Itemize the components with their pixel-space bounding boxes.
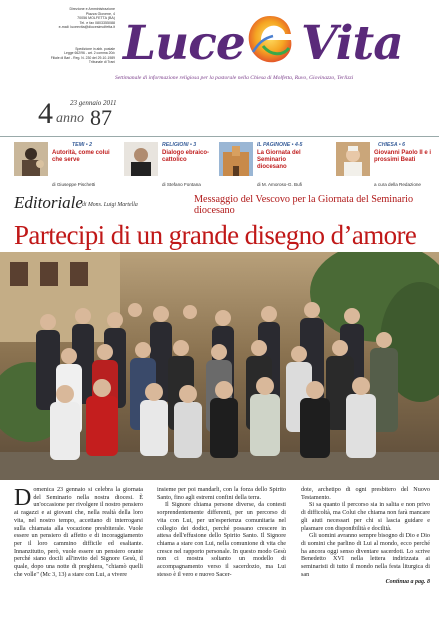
article-paragraph (14, 487, 143, 579)
article-paragraph: Gli uomini avranno sempre bisogno di Dio e Dio di uomini che parlino di Lui al mondo, ecco perché ha ancora oggi senso diventare sacerdoti. Lo scrive Benedetto XVI nella lettera indirizzata ai seminaristi di tutto il mondo nella festa liturgica di san (301, 533, 430, 578)
address-line: Tel. e fax 0803355088 (79, 20, 115, 25)
article-column-1 (14, 487, 143, 579)
group-photo-image (0, 252, 439, 480)
teaser-byline: di Giuseppe Pischetti (52, 182, 96, 187)
teaser-title: Dialogo ebraico-cattolico (162, 150, 210, 163)
article-paragraph: insieme per poi mandarli, con la forza dello Spirito Santo, fino agli estremi confini della terra. (157, 487, 286, 501)
teaser-strip (14, 142, 434, 190)
logo-luce: Luce (123, 16, 245, 71)
tagline: Settimanale di informazione religiosa per la pastorale nella Chiesa di Molfetta, Ruvo, Giovinazzo, Terlizzi (115, 75, 354, 81)
teaser-thumbnail (219, 142, 253, 176)
article-body (14, 487, 434, 637)
main-headline: Partecipi di un grande disegno d’amore (14, 220, 417, 250)
teaser-section: IL PAGINONE • 4-5 (257, 142, 303, 148)
logo-vita: Vita (301, 16, 403, 71)
issue-year-number: 87 (90, 105, 112, 130)
article-paragraph: Il Signore chiama persone diverse, da contesti sorprendentemente differenti, per un percorso di vita con Lui, per un'esperienza comunitaria nel collegio dei dodici, perché possano crescere in attesa dell'effusione dello Spirito Santo. Il Signore chiama a stare con Lui, nella comunione di vita che cresce nel rapporto personale. In questo modo Gesù non ci mostra soltanto un modello di accompagnamento verso il sacerdozio, ma Lui stesso è il vero e nuovo Sacer- (157, 502, 286, 578)
article-column-2 (157, 487, 286, 579)
divider (0, 136, 439, 137)
teaser-thumbnail (14, 142, 48, 176)
postal-block (45, 47, 115, 65)
continued-link[interactable]: Continua a pag. 8 (385, 579, 430, 586)
address-line: Direzione e Amministrazione (69, 7, 115, 11)
logo[interactable] (115, 12, 420, 72)
issue-number: 4 (38, 97, 53, 130)
article-text: omenica 23 gennaio si celebra la giornata del Seminario nella nostra diocesi. È un'occasione per rivolgere il nostro pensiero ai ragazzi e ai giovani che, nella realtà della loro vita, nel nostro tempo, accettano di interrogarsi sulla chiamata alla vocazione presbiterale. Vuole essere un pensiero di affetto e di incoraggiamento per il loro cammino difficile ed esaltante. Innanzitutto, però, vuole essere un pensiero orante perché siano docili all'invito del Signore Gesù, il quale, dopo una notte di preghiera, "chiamò quelli che volle" (Mc 3, 13) a stare con Lui, a vivere (14, 487, 143, 578)
teaser-religioni[interactable] (124, 142, 222, 188)
teaser-section: RELIGIONI • 3 (162, 142, 197, 148)
teaser-paginone[interactable] (219, 142, 324, 188)
group-photo (0, 252, 439, 480)
postal-line: Spedizione in abb. postale (75, 47, 115, 51)
article-paragraph: Si sa quanto il percorso sia in salita e non privo di difficoltà, ma Colui che chiama non farà mancare gli aiuti necessari per chi si lascia guidare e plasmare con disponibilità e docilità. (301, 502, 430, 532)
article-column-3 (301, 487, 430, 587)
editorial-label: Editoriale (14, 193, 83, 212)
teaser-byline: di Stefano Fontana (162, 182, 201, 187)
address-line: 70056 MOLFETTA (BA) (77, 16, 115, 21)
postal-line: Tribunale di Trani (88, 60, 115, 65)
teaser-byline: di M. Amoroso-G. Bufi (257, 182, 302, 187)
teaser-temi[interactable] (14, 142, 114, 188)
article-paragraph: dote, archetipo di ogni presbitero del Nuovo Testamento. (301, 487, 430, 501)
teaser-title: Giovanni Paolo II e i prossimi Beati (374, 150, 432, 163)
teaser-title: Autorità, come colui che serve (52, 150, 110, 163)
teaser-section: TEMI • 2 (72, 142, 92, 148)
address-line: Piazza Giovene, 4 (85, 11, 115, 16)
postal-line: Legge 662/96 - art. 2 comma 20/c (64, 51, 115, 56)
teaser-section: CHIESA • 6 (378, 142, 405, 148)
logo-e-icon (243, 12, 297, 68)
issue-info (38, 97, 133, 129)
masthead (0, 0, 439, 98)
postal-line: Filiale di Bari - Reg. N. 230 del 29-10-1989 (50, 55, 115, 60)
editorial-kicker: Messaggio del Vescovo per la Giornata del Seminario diocesano (194, 194, 414, 216)
address-line: e-mail: luceevita@diocesimolfetta.it (58, 25, 115, 30)
dropcap: D (14, 485, 32, 511)
teaser-byline: a cura della Redazione (374, 182, 421, 187)
teaser-thumbnail (124, 142, 158, 176)
address-block (45, 7, 115, 30)
teaser-title: La Giornata del Seminario diocesano (257, 150, 301, 170)
issue-anno-label: anno (56, 111, 84, 126)
teaser-thumbnail (336, 142, 370, 176)
teaser-chiesa[interactable] (336, 142, 436, 188)
editorial-bar (14, 193, 434, 219)
issue-date: 23 gennaio 2011 (70, 99, 117, 107)
editorial-author: di Mons. Luigi Martella (82, 202, 138, 208)
